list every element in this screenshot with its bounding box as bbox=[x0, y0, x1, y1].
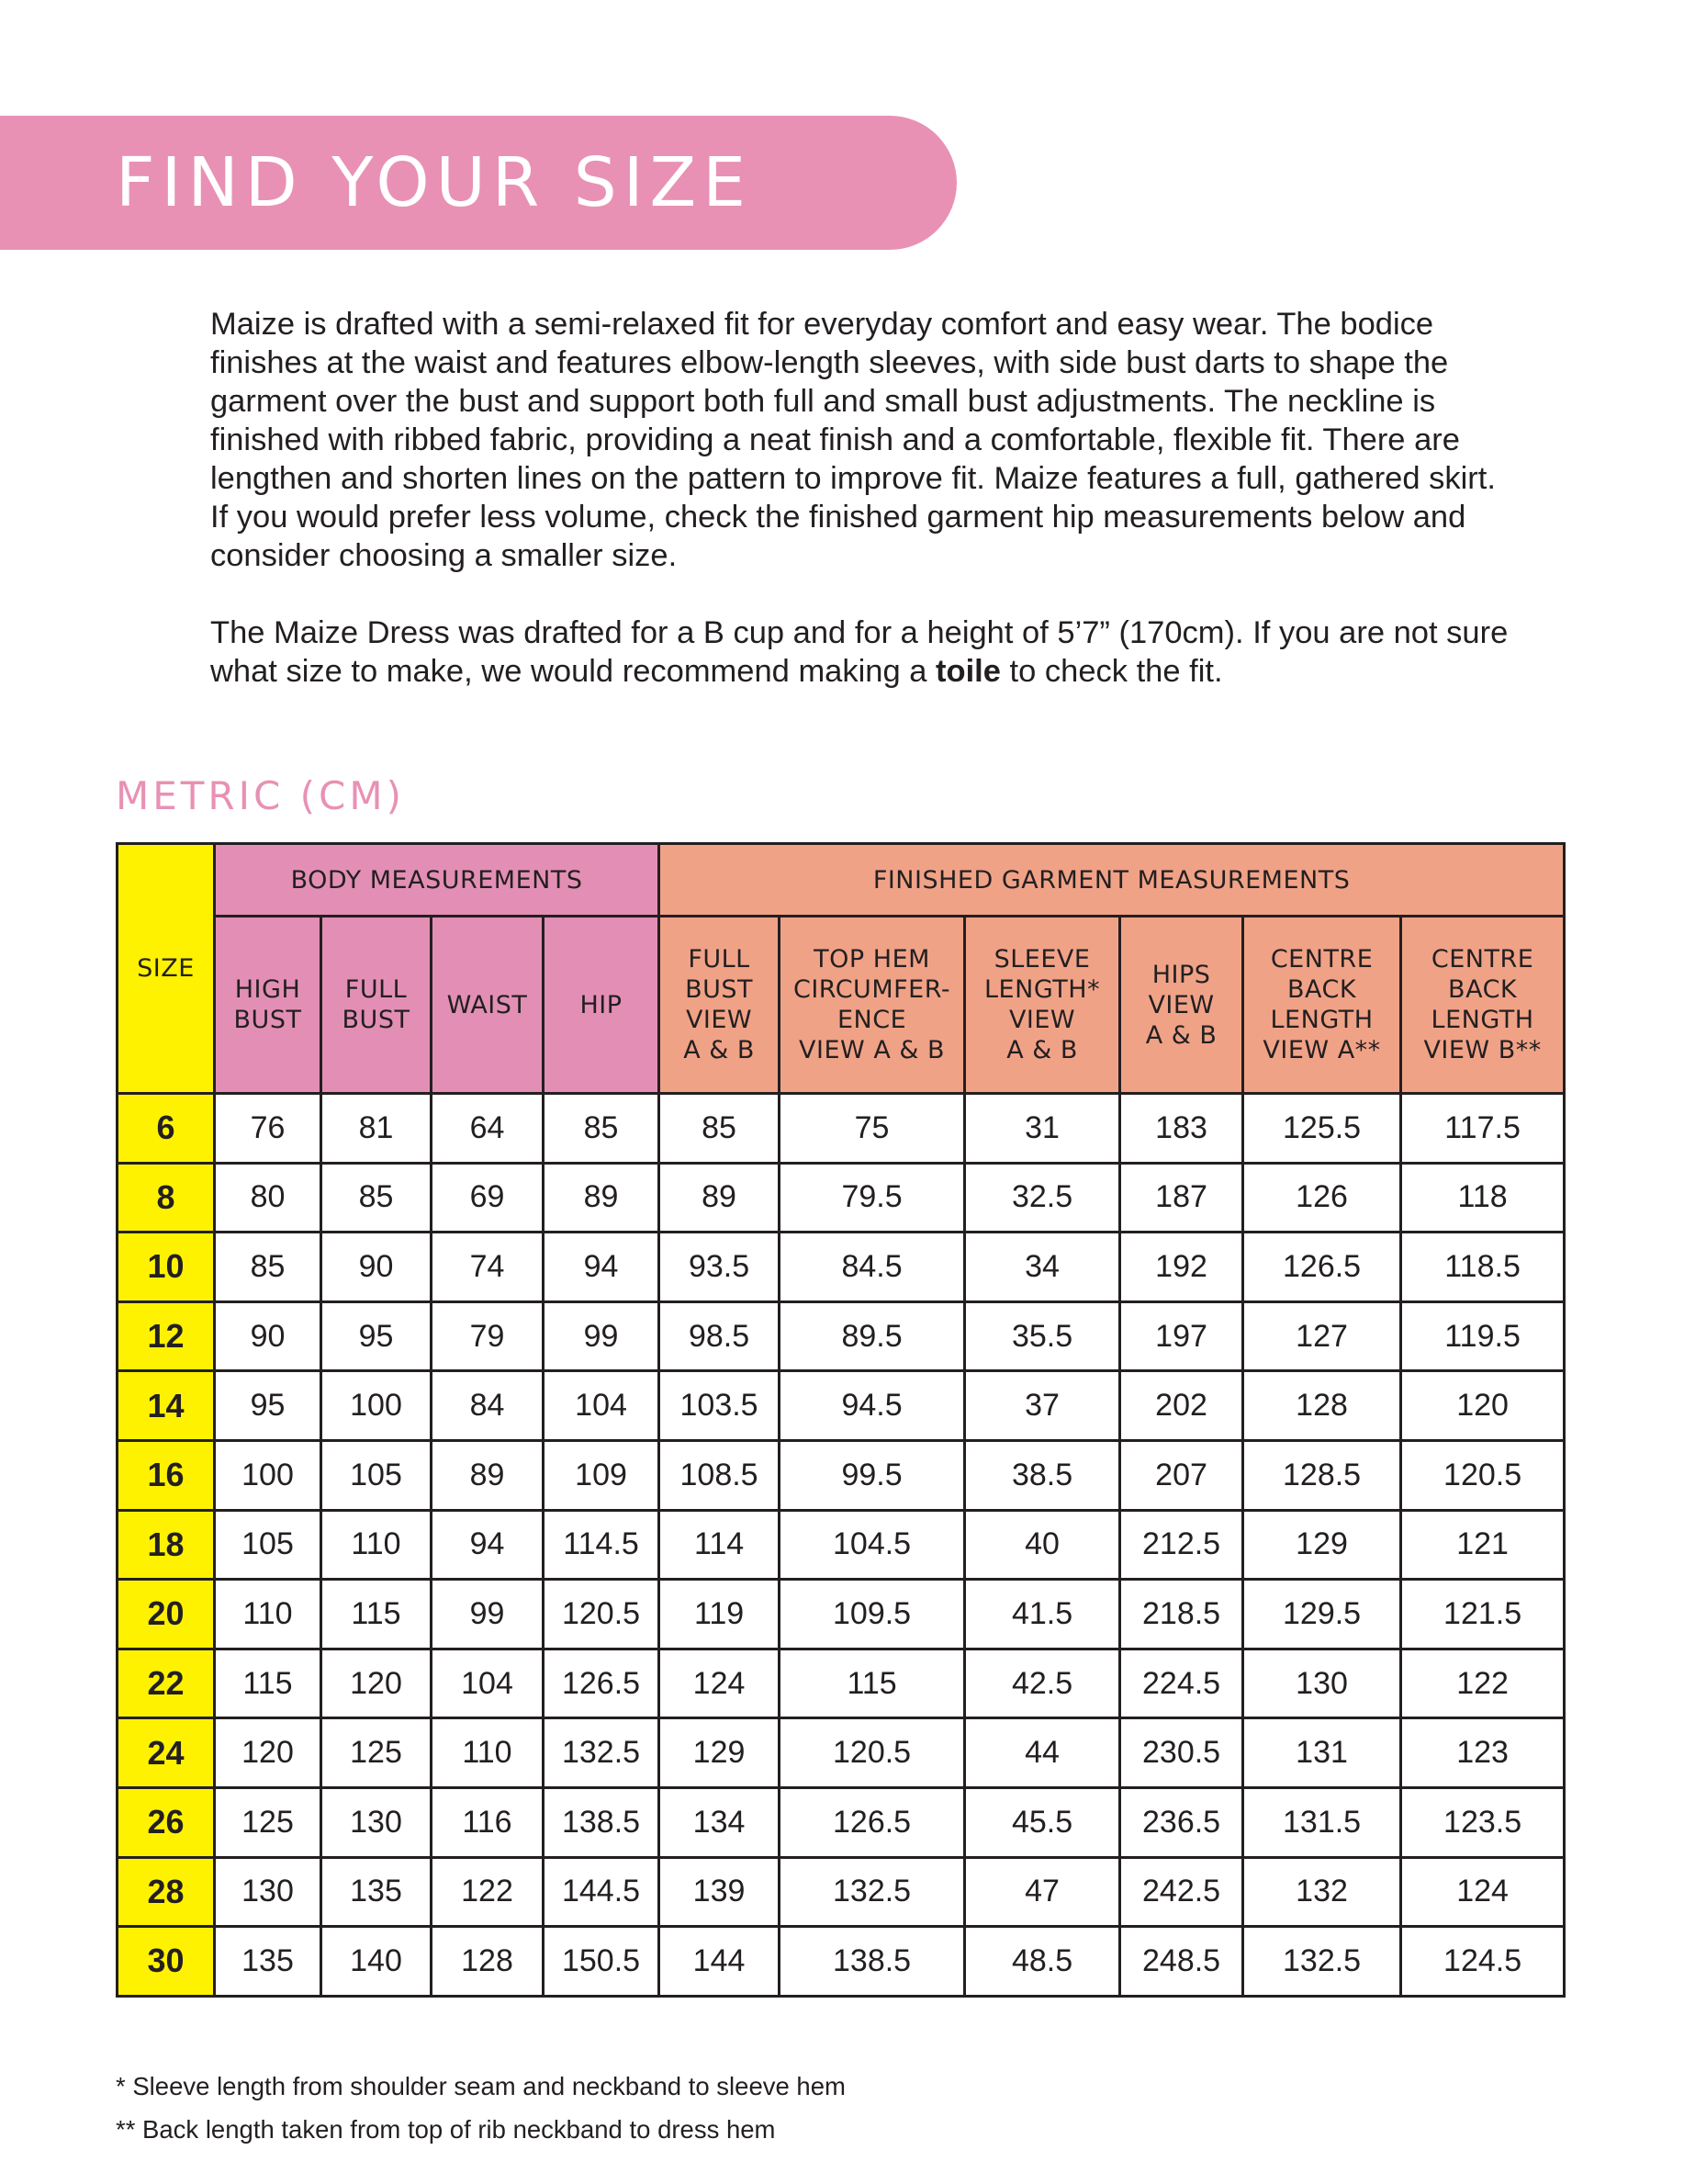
column-header: FULL BUST bbox=[321, 917, 432, 1094]
measurement-cell: 128 bbox=[432, 1927, 544, 1997]
measurement-cell: 125 bbox=[321, 1718, 432, 1788]
measurement-cell: 122 bbox=[1401, 1649, 1565, 1718]
measurement-cell: 121 bbox=[1401, 1510, 1565, 1580]
measurement-cell: 104.5 bbox=[780, 1510, 965, 1580]
table-body bbox=[118, 1094, 1565, 1997]
measurement-cell: 74 bbox=[432, 1233, 544, 1302]
measurement-cell: 110 bbox=[321, 1510, 432, 1580]
measurement-cell: 98.5 bbox=[659, 1301, 780, 1371]
measurement-cell: 117.5 bbox=[1401, 1094, 1565, 1164]
measurement-cell: 212.5 bbox=[1120, 1510, 1243, 1580]
measurement-cell: 89 bbox=[659, 1163, 780, 1233]
measurement-cell: 122 bbox=[432, 1857, 544, 1927]
measurement-cell: 115 bbox=[215, 1649, 321, 1718]
measurement-cell: 115 bbox=[321, 1580, 432, 1649]
measurement-cell: 85 bbox=[215, 1233, 321, 1302]
measurement-cell: 109 bbox=[544, 1440, 659, 1510]
measurement-cell: 132.5 bbox=[780, 1857, 965, 1927]
table-row bbox=[118, 1301, 1565, 1371]
intro-paragraph-toile bbox=[210, 614, 1514, 691]
measurement-cell: 218.5 bbox=[1120, 1580, 1243, 1649]
measurement-cell: 183 bbox=[1120, 1094, 1243, 1164]
measurement-cell: 89.5 bbox=[780, 1301, 965, 1371]
measurement-cell: 120 bbox=[321, 1649, 432, 1718]
measurement-cell: 116 bbox=[432, 1787, 544, 1857]
measurement-cell: 85 bbox=[659, 1094, 780, 1164]
measurement-cell: 125.5 bbox=[1243, 1094, 1401, 1164]
column-header: SIZE bbox=[118, 844, 215, 1094]
measurement-cell: 104 bbox=[432, 1649, 544, 1718]
body-measurements-header: BODY MEASUREMENTS bbox=[215, 844, 659, 917]
measurement-cell: 127 bbox=[1243, 1301, 1401, 1371]
measurement-cell: 120 bbox=[1401, 1371, 1565, 1441]
measurement-cell: 129 bbox=[659, 1718, 780, 1788]
measurement-cell: 124 bbox=[659, 1649, 780, 1718]
measurement-cell: 135 bbox=[215, 1927, 321, 1997]
measurement-cell: 248.5 bbox=[1120, 1927, 1243, 1997]
intro-text: The Maize Dress was drafted for a B cup and for a height of 5’7” (170cm). If you are not sure what size to make, we would recommend making a bbox=[210, 615, 1509, 689]
measurement-cell: 236.5 bbox=[1120, 1787, 1243, 1857]
measurement-cell: 34 bbox=[965, 1233, 1120, 1302]
measurement-cell: 32.5 bbox=[965, 1163, 1120, 1233]
measurement-cell: 129.5 bbox=[1243, 1580, 1401, 1649]
column-header: HIP bbox=[544, 917, 659, 1094]
measurement-cell: 197 bbox=[1120, 1301, 1243, 1371]
column-header: TOP HEM CIRCUMFER- ENCE VIEW A & B bbox=[780, 917, 965, 1094]
measurement-cell: 64 bbox=[432, 1094, 544, 1164]
measurement-cell: 85 bbox=[321, 1163, 432, 1233]
measurement-cell: 38.5 bbox=[965, 1440, 1120, 1510]
measurement-cell: 120 bbox=[215, 1718, 321, 1788]
footnote-back: ** Back length taken from top of rib neckband to dress hem bbox=[116, 2115, 776, 2144]
measurement-cell: 47 bbox=[965, 1857, 1120, 1927]
measurement-cell: 105 bbox=[321, 1440, 432, 1510]
measurement-cell: 45.5 bbox=[965, 1787, 1120, 1857]
table-row bbox=[118, 1094, 1565, 1164]
toile-emphasis: toile bbox=[936, 654, 1001, 689]
measurement-cell: 144.5 bbox=[544, 1857, 659, 1927]
size-cell: 16 bbox=[118, 1440, 215, 1510]
size-cell: 10 bbox=[118, 1233, 215, 1302]
size-cell: 22 bbox=[118, 1649, 215, 1718]
measurement-cell: 118 bbox=[1401, 1163, 1565, 1233]
measurement-cell: 109.5 bbox=[780, 1580, 965, 1649]
measurement-cell: 119.5 bbox=[1401, 1301, 1565, 1371]
size-cell: 18 bbox=[118, 1510, 215, 1580]
measurement-cell: 192 bbox=[1120, 1233, 1243, 1302]
measurement-cell: 132.5 bbox=[544, 1718, 659, 1788]
measurement-cell: 138.5 bbox=[544, 1787, 659, 1857]
measurement-cell: 95 bbox=[215, 1371, 321, 1441]
page-title: FIND YOUR SIZE bbox=[116, 143, 752, 222]
measurement-cell: 103.5 bbox=[659, 1371, 780, 1441]
size-cell: 24 bbox=[118, 1718, 215, 1788]
column-header: CENTRE BACK LENGTH VIEW B** bbox=[1401, 917, 1565, 1094]
measurement-cell: 131 bbox=[1243, 1718, 1401, 1788]
header-group-row bbox=[118, 844, 1565, 917]
column-header-row bbox=[118, 917, 1565, 1094]
table-row bbox=[118, 1371, 1565, 1441]
measurement-cell: 120.5 bbox=[544, 1580, 659, 1649]
finished-garment-header: FINISHED GARMENT MEASUREMENTS bbox=[659, 844, 1565, 917]
measurement-cell: 126.5 bbox=[544, 1649, 659, 1718]
measurement-cell: 207 bbox=[1120, 1440, 1243, 1510]
measurement-cell: 110 bbox=[432, 1718, 544, 1788]
size-chart-table bbox=[116, 842, 1566, 1998]
measurement-cell: 124.5 bbox=[1401, 1927, 1565, 1997]
measurement-cell: 104 bbox=[544, 1371, 659, 1441]
measurement-cell: 114 bbox=[659, 1510, 780, 1580]
measurement-cell: 100 bbox=[215, 1440, 321, 1510]
measurement-cell: 95 bbox=[321, 1301, 432, 1371]
title-banner bbox=[0, 116, 957, 250]
footnote-sleeve: * Sleeve length from shoulder seam and neckband to sleeve hem bbox=[116, 2072, 846, 2100]
measurement-cell: 40 bbox=[965, 1510, 1120, 1580]
measurement-cell: 135 bbox=[321, 1857, 432, 1927]
measurement-cell: 130 bbox=[215, 1857, 321, 1927]
size-cell: 12 bbox=[118, 1301, 215, 1371]
measurement-cell: 118.5 bbox=[1401, 1233, 1565, 1302]
measurement-cell: 126.5 bbox=[780, 1787, 965, 1857]
measurement-cell: 134 bbox=[659, 1787, 780, 1857]
measurement-cell: 81 bbox=[321, 1094, 432, 1164]
measurement-cell: 76 bbox=[215, 1094, 321, 1164]
measurement-cell: 128 bbox=[1243, 1371, 1401, 1441]
measurement-cell: 131.5 bbox=[1243, 1787, 1401, 1857]
measurement-cell: 37 bbox=[965, 1371, 1120, 1441]
table-row bbox=[118, 1787, 1565, 1857]
measurement-cell: 140 bbox=[321, 1927, 432, 1997]
measurement-cell: 108.5 bbox=[659, 1440, 780, 1510]
measurement-cell: 128.5 bbox=[1243, 1440, 1401, 1510]
measurement-cell: 110 bbox=[215, 1580, 321, 1649]
measurement-cell: 80 bbox=[215, 1163, 321, 1233]
measurement-cell: 79 bbox=[432, 1301, 544, 1371]
measurement-cell: 100 bbox=[321, 1371, 432, 1441]
column-header: WAIST bbox=[432, 917, 544, 1094]
measurement-cell: 144 bbox=[659, 1927, 780, 1997]
measurement-cell: 41.5 bbox=[965, 1580, 1120, 1649]
measurement-cell: 93.5 bbox=[659, 1233, 780, 1302]
table-row bbox=[118, 1163, 1565, 1233]
column-header: SLEEVE LENGTH* VIEW A & B bbox=[965, 917, 1120, 1094]
size-cell: 28 bbox=[118, 1857, 215, 1927]
measurement-cell: 130 bbox=[1243, 1649, 1401, 1718]
measurement-cell: 31 bbox=[965, 1094, 1120, 1164]
table-row bbox=[118, 1580, 1565, 1649]
table-row bbox=[118, 1233, 1565, 1302]
measurement-cell: 90 bbox=[321, 1233, 432, 1302]
measurement-cell: 89 bbox=[432, 1440, 544, 1510]
measurement-cell: 132.5 bbox=[1243, 1927, 1401, 1997]
measurement-cell: 99 bbox=[544, 1301, 659, 1371]
table-row bbox=[118, 1510, 1565, 1580]
size-cell: 20 bbox=[118, 1580, 215, 1649]
column-header: HIPS VIEW A & B bbox=[1120, 917, 1243, 1094]
table-row bbox=[118, 1927, 1565, 1997]
size-cell: 14 bbox=[118, 1371, 215, 1441]
measurement-cell: 139 bbox=[659, 1857, 780, 1927]
measurement-cell: 89 bbox=[544, 1163, 659, 1233]
table-row bbox=[118, 1718, 1565, 1788]
measurement-cell: 94 bbox=[432, 1510, 544, 1580]
intro-text-end: to check the fit. bbox=[1000, 654, 1223, 689]
measurement-cell: 119 bbox=[659, 1580, 780, 1649]
measurement-cell: 138.5 bbox=[780, 1927, 965, 1997]
measurement-cell: 69 bbox=[432, 1163, 544, 1233]
measurement-cell: 123 bbox=[1401, 1718, 1565, 1788]
column-header: CENTRE BACK LENGTH VIEW A** bbox=[1243, 917, 1401, 1094]
measurement-cell: 202 bbox=[1120, 1371, 1243, 1441]
measurement-cell: 114.5 bbox=[544, 1510, 659, 1580]
measurement-cell: 105 bbox=[215, 1510, 321, 1580]
column-header: HIGH BUST bbox=[215, 917, 321, 1094]
measurement-cell: 115 bbox=[780, 1649, 965, 1718]
measurement-cell: 126.5 bbox=[1243, 1233, 1401, 1302]
measurement-cell: 120.5 bbox=[780, 1718, 965, 1788]
measurement-cell: 85 bbox=[544, 1094, 659, 1164]
measurement-cell: 79.5 bbox=[780, 1163, 965, 1233]
measurement-cell: 242.5 bbox=[1120, 1857, 1243, 1927]
column-header: FULL BUST VIEW A & B bbox=[659, 917, 780, 1094]
measurement-cell: 35.5 bbox=[965, 1301, 1120, 1371]
size-cell: 30 bbox=[118, 1927, 215, 1997]
measurement-cell: 44 bbox=[965, 1718, 1120, 1788]
measurement-cell: 94 bbox=[544, 1233, 659, 1302]
measurement-cell: 150.5 bbox=[544, 1927, 659, 1997]
measurement-cell: 42.5 bbox=[965, 1649, 1120, 1718]
table-row bbox=[118, 1649, 1565, 1718]
measurement-cell: 224.5 bbox=[1120, 1649, 1243, 1718]
measurement-cell: 99 bbox=[432, 1580, 544, 1649]
measurement-cell: 230.5 bbox=[1120, 1718, 1243, 1788]
measurement-cell: 125 bbox=[215, 1787, 321, 1857]
measurement-cell: 84 bbox=[432, 1371, 544, 1441]
measurement-cell: 94.5 bbox=[780, 1371, 965, 1441]
measurement-cell: 124 bbox=[1401, 1857, 1565, 1927]
measurement-cell: 187 bbox=[1120, 1163, 1243, 1233]
measurement-cell: 121.5 bbox=[1401, 1580, 1565, 1649]
measurement-cell: 90 bbox=[215, 1301, 321, 1371]
measurement-cell: 130 bbox=[321, 1787, 432, 1857]
measurement-cell: 84.5 bbox=[780, 1233, 965, 1302]
size-cell: 8 bbox=[118, 1163, 215, 1233]
size-cell: 26 bbox=[118, 1787, 215, 1857]
table-row bbox=[118, 1440, 1565, 1510]
metric-heading: METRIC (CM) bbox=[116, 773, 406, 818]
measurement-cell: 132 bbox=[1243, 1857, 1401, 1927]
measurement-cell: 120.5 bbox=[1401, 1440, 1565, 1510]
measurement-cell: 123.5 bbox=[1401, 1787, 1565, 1857]
measurement-cell: 129 bbox=[1243, 1510, 1401, 1580]
table-row bbox=[118, 1857, 1565, 1927]
measurement-cell: 99.5 bbox=[780, 1440, 965, 1510]
intro-paragraph: Maize is drafted with a semi-relaxed fit for everyday comfort and easy wear. The bodice finishes at the waist and features elbow-length sleeves, with side bust darts to shape the garment over the bust and support both full and small bust adjustments. The neckline is finished with ribbed fabric, providing a neat finish and a comfortable, flexible fit. There are lengthen and shorten lines on the pattern to improve fit. Maize features a full, gathered skirt. If you would prefer less volume, check the finished garment hip measurements below and consider choosing a smaller size. bbox=[210, 307, 1496, 573]
measurement-cell: 126 bbox=[1243, 1163, 1401, 1233]
measurement-cell: 48.5 bbox=[965, 1927, 1120, 1997]
measurement-cell: 75 bbox=[780, 1094, 965, 1164]
size-cell: 6 bbox=[118, 1094, 215, 1164]
